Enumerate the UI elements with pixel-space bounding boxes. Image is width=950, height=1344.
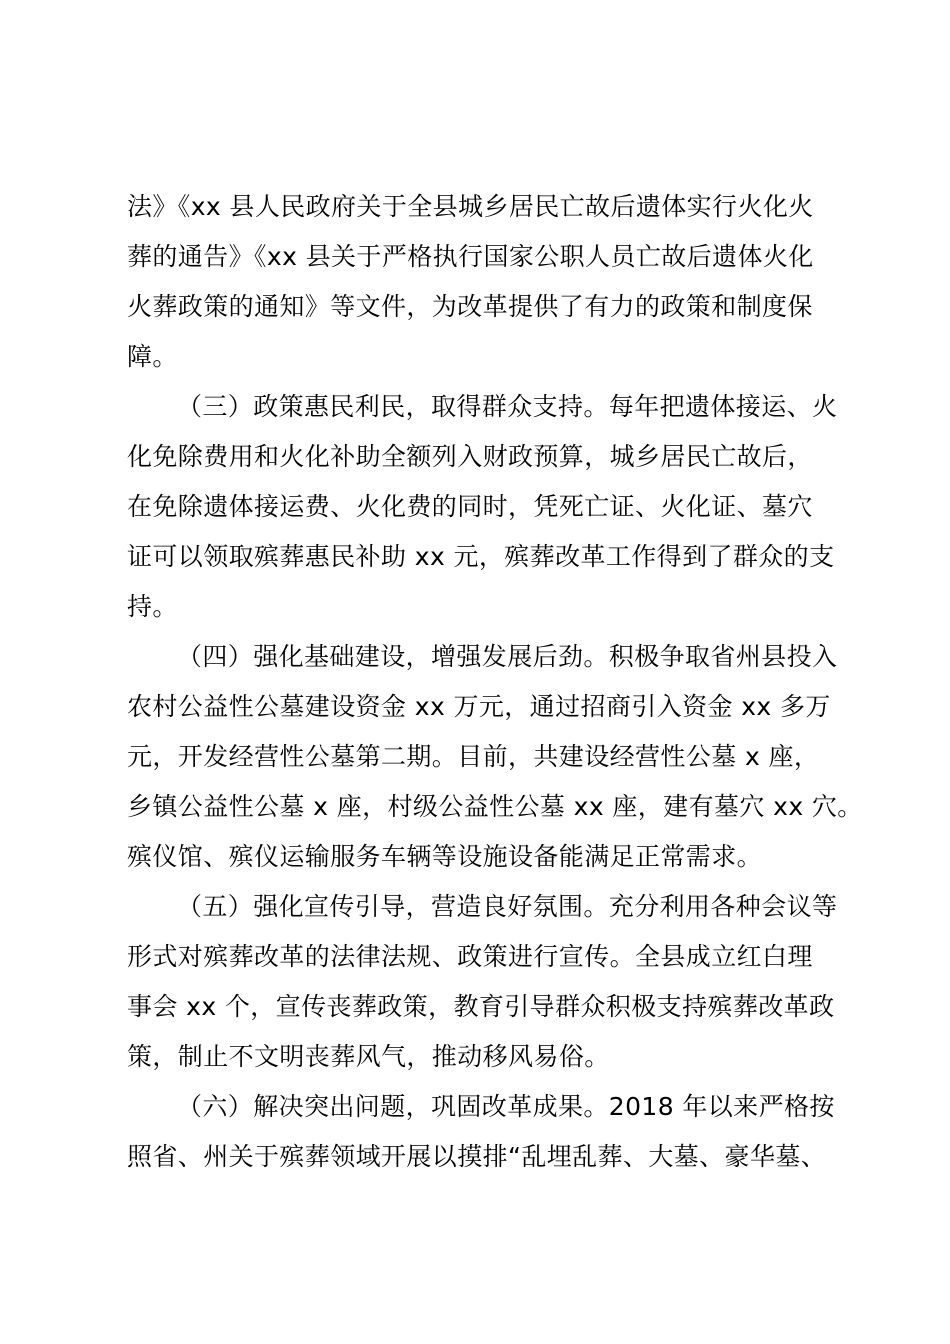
text-line: 照省、州关于殡葬领域开展以摸排“乱埋乱葬、大墓、豪华墓、	[127, 1142, 827, 1171]
text-line: 事会 xx 个，宣传丧葬政策，教育引导群众积极支持殡葬改革政	[127, 992, 835, 1021]
text-line: 乡镇公益性公墓 x 座，村级公益性公墓 xx 座，建有墓穴 xx 穴。	[127, 792, 863, 821]
text-line: 策，制止不文明丧葬风气，推动移风易俗。	[127, 1042, 610, 1071]
text-line: 农村公益性公墓建设资金 xx 万元，通过招商引入资金 xx 多万	[127, 692, 831, 721]
text-line: 障。	[127, 342, 178, 371]
text-line: 化免除费用和火化补助全额列入财政预算，城乡居民亡故后，	[127, 442, 813, 471]
text-line: （四）强化基础建设，增强发展后劲。积极争取省州县投入	[177, 642, 838, 671]
text-line: （三）政策惠民利民，取得群众支持。每年把遗体接运、火	[177, 392, 838, 421]
text-line: （五）强化宣传引导，营造良好氛围。充分利用各种会议等	[177, 892, 838, 921]
text-line: 葬的通告》《xx 县关于严格执行国家公职人员亡故后遗体火化	[127, 242, 814, 271]
body-text	[127, 182, 863, 1182]
text-line: 持。	[127, 592, 178, 621]
text-line: 在免除遗体接运费、火化费的同时，凭死亡证、火化证、墓穴	[127, 492, 813, 521]
text-line: 殡仪馆、殡仪运输服务车辆等设施设备能满足正常需求。	[127, 842, 763, 871]
text-line: 证可以领取殡葬惠民补助 xx 元，殡葬改革工作得到了群众的支	[127, 542, 835, 571]
text-line: 法》《xx 县人民政府关于全县城乡居民亡故后遗体实行火化火	[127, 192, 814, 221]
text-line: 元，开发经营性公墓第二期。目前，共建设经营性公墓 x 座，	[127, 742, 820, 771]
text-line: （六）解决突出问题，巩固改革成果。2018 年以来严格按	[177, 1092, 835, 1121]
text-line: 火葬政策的通知》等文件，为改革提供了有力的政策和制度保	[127, 292, 813, 321]
text-line: 形式对殡葬改革的法律法规、政策进行宣传。全县成立红白理	[127, 942, 813, 971]
